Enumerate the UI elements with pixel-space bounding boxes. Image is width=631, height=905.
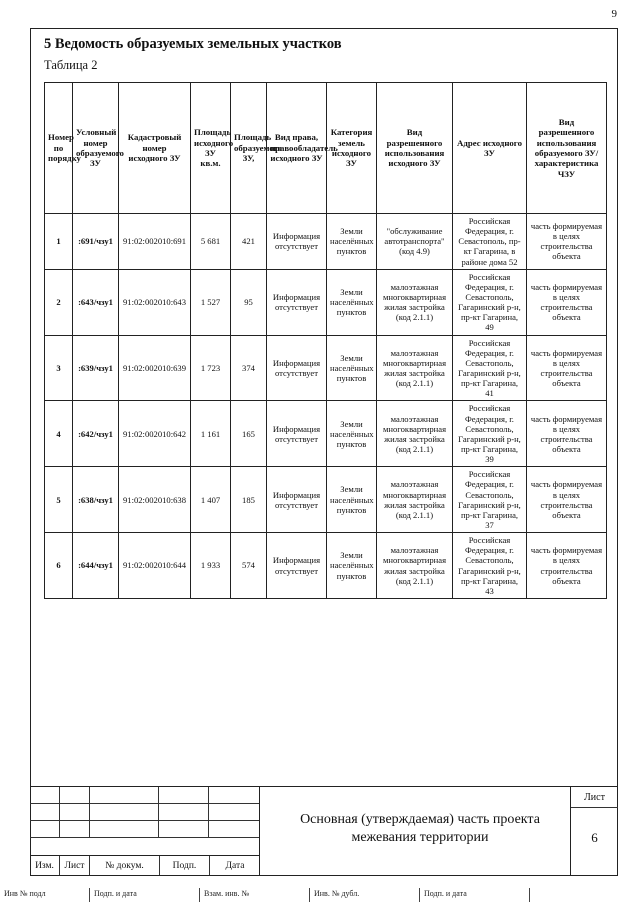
col-source-area-cell: 1 723: [191, 335, 231, 401]
col-order-number-cell: 4: [45, 401, 73, 467]
col-conditional-number-cell: :642/чзу1: [73, 401, 119, 467]
col-cadastral-number-cell: 91:02:002010:639: [119, 335, 191, 401]
col-address-cell: Российская Федерация, г. Севастополь, Гагаринский р-н, пр-кт Гагарина, 43: [453, 533, 527, 599]
header-col-formed-use: Вид разрешенного использования образуемого ЗУ/характеристика ЧЗУ: [527, 83, 607, 214]
page-number: 9: [611, 8, 617, 20]
revision-row: [30, 787, 259, 804]
land-plots-table: [44, 82, 607, 599]
document-title: Основная (утверждаемая) часть проекта межевания территории: [300, 812, 540, 845]
label-change: Изм.: [30, 856, 60, 875]
table-row: [45, 214, 607, 270]
col-land-category-cell: Земли населённых пунктов: [327, 335, 377, 401]
col-formed-area-cell: 165: [231, 401, 267, 467]
header-col-cadastral-number: Кадастровый номер исходного ЗУ: [119, 83, 191, 214]
col-formed-use-cell: часть формируемая в целях строительства объекта: [527, 401, 607, 467]
col-formed-area-cell: 185: [231, 467, 267, 533]
title-block: [30, 786, 618, 876]
sheet-box: [570, 787, 618, 875]
section-heading: 5 Ведомость образуемых земельных участков: [44, 36, 342, 52]
header-col-right-holder: Вид права, правообладатель исходного ЗУ: [267, 83, 327, 214]
col-permitted-use-cell: "обслуживание автотранспорта" (код 4.9): [377, 214, 453, 270]
header-col-land-category: Категория земель исходного ЗУ: [327, 83, 377, 214]
col-land-category-cell: Земли населённых пунктов: [327, 401, 377, 467]
col-formed-use-cell: часть формируемая в целях строительства объекта: [527, 335, 607, 401]
col-right-holder-cell: Информация отсутствует: [267, 401, 327, 467]
col-conditional-number-cell: :691/чзу1: [73, 214, 119, 270]
table-row: [45, 533, 607, 599]
col-source-area-cell: 1 933: [191, 533, 231, 599]
col-source-area-cell: 1 527: [191, 269, 231, 335]
col-conditional-number-cell: :644/чзу1: [73, 533, 119, 599]
revision-grid: [30, 787, 260, 875]
col-right-holder-cell: Информация отсутствует: [267, 533, 327, 599]
col-address-cell: Российская Федерация, г. Севастополь, Гагаринский р-н, пр-кт Гагарина, 49: [453, 269, 527, 335]
col-right-holder-cell: Информация отсутствует: [267, 214, 327, 270]
col-right-holder-cell: Информация отсутствует: [267, 335, 327, 401]
col-address-cell: Российская Федерация, г. Севастополь, пр-кт Гагарина, в районе дома 52: [453, 214, 527, 270]
col-formed-use-cell: часть формируемая в целях строительства объекта: [527, 467, 607, 533]
col-order-number-cell: 5: [45, 467, 73, 533]
col-formed-area-cell: 374: [231, 335, 267, 401]
col-address-cell: Российская Федерация, г. Севастополь, Гагаринский р-н, пр-кт Гагарина, 39: [453, 401, 527, 467]
label-sheet: Лист: [60, 856, 90, 875]
col-right-holder-cell: Информация отсутствует: [267, 467, 327, 533]
revision-row: [30, 821, 259, 838]
label-date: Дата: [225, 860, 245, 871]
table-body: [45, 214, 607, 599]
header-col-source-area: Площадь исходного ЗУ кв.м.: [191, 83, 231, 214]
header-col-conditional-number: Условный номер образуемого ЗУ: [73, 83, 119, 214]
header-col-permitted-use: Вид разрешенного использования исходного ЗУ: [377, 83, 453, 214]
col-source-area-cell: 1 407: [191, 467, 231, 533]
col-conditional-number-cell: :639/чзу1: [73, 335, 119, 401]
table-row: [45, 335, 607, 401]
label-signature: Подп.: [160, 856, 210, 875]
header-col-formed-area: Площадь образуемого ЗУ,: [231, 83, 267, 214]
table-caption: Таблица 2: [44, 58, 98, 72]
col-formed-area-cell: 574: [231, 533, 267, 599]
col-land-category-cell: Земли населённых пунктов: [327, 214, 377, 270]
table-row: [45, 269, 607, 335]
col-formed-use-cell: часть формируемая в целях строительства объекта: [527, 269, 607, 335]
col-permitted-use-cell: малоэтажная многоквартирная жилая застройка (код 2.1.1): [377, 269, 453, 335]
col-cadastral-number-cell: 91:02:002010:642: [119, 401, 191, 467]
sheet-number: 6: [591, 830, 598, 845]
col-order-number-cell: 2: [45, 269, 73, 335]
col-cadastral-number-cell: 91:02:002010:691: [119, 214, 191, 270]
col-source-area-cell: 1 161: [191, 401, 231, 467]
col-permitted-use-cell: малоэтажная многоквартирная жилая застройка (код 2.1.1): [377, 401, 453, 467]
approval-inv-duplicate: Инв. № дубл.: [310, 888, 420, 902]
table-row: [45, 467, 607, 533]
col-order-number-cell: 6: [45, 533, 73, 599]
sheet-label: Лист: [571, 787, 618, 808]
col-conditional-number-cell: :643/чзу1: [73, 269, 119, 335]
label-doc-number: № докум.: [90, 856, 160, 875]
col-order-number-cell: 1: [45, 214, 73, 270]
approval-sign-date-1: Подп. и дата: [90, 888, 200, 902]
approval-strip: [0, 888, 631, 902]
col-formed-use-cell: часть формируемая в целях строительства объекта: [527, 214, 607, 270]
col-address-cell: Российская Федерация, г. Севастополь, Гагаринский р-н, пр-кт Гагарина, 41: [453, 335, 527, 401]
col-cadastral-number-cell: 91:02:002010:643: [119, 269, 191, 335]
col-land-category-cell: Земли населённых пунктов: [327, 467, 377, 533]
col-formed-area-cell: 95: [231, 269, 267, 335]
col-right-holder-cell: Информация отсутствует: [267, 269, 327, 335]
approval-inv-original: Инв № подл: [0, 888, 90, 902]
approval-replaced-inv: Взам. инв. №: [200, 888, 310, 902]
col-cadastral-number-cell: 91:02:002010:638: [119, 467, 191, 533]
approval-sign-date-2: Подп. и дата: [420, 888, 530, 902]
col-formed-area-cell: 421: [231, 214, 267, 270]
col-conditional-number-cell: :638/чзу1: [73, 467, 119, 533]
col-permitted-use-cell: малоэтажная многоквартирная жилая застройка (код 2.1.1): [377, 467, 453, 533]
revision-row: [30, 804, 259, 821]
col-permitted-use-cell: малоэтажная многоквартирная жилая застройка (код 2.1.1): [377, 335, 453, 401]
table-header-row: [45, 83, 607, 214]
col-formed-use-cell: часть формируемая в целях строительства объекта: [527, 533, 607, 599]
header-col-address: Адрес исходного ЗУ: [453, 83, 527, 214]
col-order-number-cell: 3: [45, 335, 73, 401]
col-land-category-cell: Земли населённых пунктов: [327, 533, 377, 599]
col-address-cell: Российская Федерация, г. Севастополь, Гагаринский р-н, пр-кт Гагарина, 37: [453, 467, 527, 533]
col-source-area-cell: 5 681: [191, 214, 231, 270]
table-row: [45, 401, 607, 467]
col-land-category-cell: Земли населённых пунктов: [327, 269, 377, 335]
col-cadastral-number-cell: 91:02:002010:644: [119, 533, 191, 599]
col-permitted-use-cell: малоэтажная многоквартирная жилая застройка (код 2.1.1): [377, 533, 453, 599]
header-col-order-number: Номер по порядку: [45, 83, 73, 214]
revision-labels: [30, 855, 260, 875]
